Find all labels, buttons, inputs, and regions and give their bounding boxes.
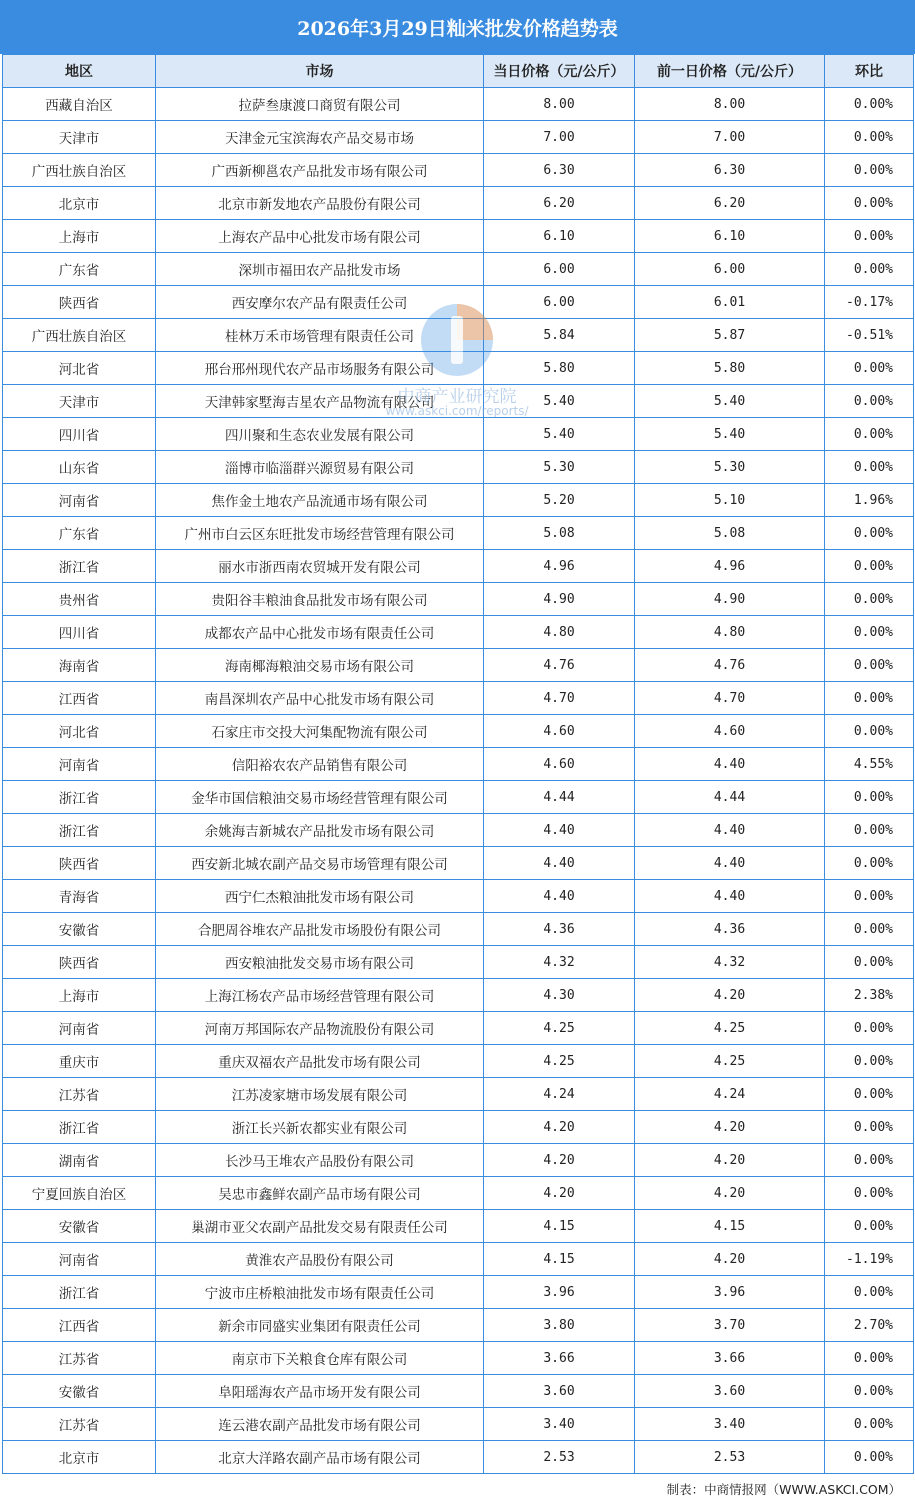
- today-price-cell: 4.20: [484, 1144, 635, 1177]
- column-header-change: 环比: [825, 55, 914, 88]
- market-cell: 西安粮油批发交易市场有限公司: [156, 946, 484, 979]
- prev-price-cell: 5.40: [635, 418, 825, 451]
- change-cell: 4.55%: [825, 748, 914, 781]
- table-row: [3, 880, 914, 913]
- today-price-cell: 4.76: [484, 649, 635, 682]
- today-price-cell: 6.10: [484, 220, 635, 253]
- table-row: [3, 385, 914, 418]
- market-cell: 宁波市庄桥粮油批发市场有限责任公司: [156, 1276, 484, 1309]
- region-cell: 湖南省: [3, 1144, 156, 1177]
- region-cell: 河北省: [3, 352, 156, 385]
- prev-price-cell: 4.40: [635, 748, 825, 781]
- table-row: [3, 616, 914, 649]
- market-cell: 南昌深圳农产品中心批发市场有限公司: [156, 682, 484, 715]
- prev-price-cell: 4.40: [635, 880, 825, 913]
- change-cell: 0.00%: [825, 781, 914, 814]
- change-cell: 0.00%: [825, 682, 914, 715]
- today-price-cell: 4.24: [484, 1078, 635, 1111]
- price-table: [2, 54, 914, 1474]
- market-cell: 西宁仁杰粮油批发市场有限公司: [156, 880, 484, 913]
- page-title: 2026年3月29日籼米批发价格趋势表: [0, 0, 915, 54]
- market-cell: 桂林万禾市场管理有限责任公司: [156, 319, 484, 352]
- change-cell: 0.00%: [825, 649, 914, 682]
- change-cell: 0.00%: [825, 847, 914, 880]
- table-row: [3, 913, 914, 946]
- table-row: [3, 451, 914, 484]
- region-cell: 海南省: [3, 649, 156, 682]
- region-cell: 天津市: [3, 121, 156, 154]
- change-cell: 0.00%: [825, 352, 914, 385]
- today-price-cell: 5.30: [484, 451, 635, 484]
- market-cell: 石家庄市交投大河集配物流有限公司: [156, 715, 484, 748]
- change-cell: 0.00%: [825, 385, 914, 418]
- today-price-cell: 6.20: [484, 187, 635, 220]
- region-cell: 浙江省: [3, 814, 156, 847]
- today-price-cell: 8.00: [484, 88, 635, 121]
- table-row: [3, 1441, 914, 1474]
- table-row: [3, 418, 914, 451]
- table-row: [3, 649, 914, 682]
- prev-price-cell: 5.08: [635, 517, 825, 550]
- change-cell: 0.00%: [825, 154, 914, 187]
- region-cell: 安徽省: [3, 1375, 156, 1408]
- today-price-cell: 6.30: [484, 154, 635, 187]
- change-cell: 0.00%: [825, 1408, 914, 1441]
- prev-price-cell: 4.25: [635, 1012, 825, 1045]
- region-cell: 广东省: [3, 253, 156, 286]
- market-cell: 合肥周谷堆农产品批发市场股份有限公司: [156, 913, 484, 946]
- table-row: [3, 1408, 914, 1441]
- market-cell: 广州市白云区东旺批发市场经营管理有限公司: [156, 517, 484, 550]
- change-cell: 0.00%: [825, 814, 914, 847]
- table-row: [3, 517, 914, 550]
- column-header-prev-price: 前一日价格（元/公斤）: [635, 55, 825, 88]
- prev-price-cell: 3.66: [635, 1342, 825, 1375]
- prev-price-cell: 3.40: [635, 1408, 825, 1441]
- column-header-today-price: 当日价格（元/公斤）: [484, 55, 635, 88]
- today-price-cell: 2.53: [484, 1441, 635, 1474]
- table-row: [3, 1210, 914, 1243]
- today-price-cell: 4.30: [484, 979, 635, 1012]
- today-price-cell: 4.40: [484, 847, 635, 880]
- column-header-market: 市场: [156, 55, 484, 88]
- table-row: [3, 715, 914, 748]
- table-row: [3, 1243, 914, 1276]
- today-price-cell: 4.60: [484, 715, 635, 748]
- table-row: [3, 814, 914, 847]
- prev-price-cell: 4.96: [635, 550, 825, 583]
- table-row: [3, 1144, 914, 1177]
- today-price-cell: 6.00: [484, 253, 635, 286]
- region-cell: 陕西省: [3, 847, 156, 880]
- table-row: [3, 682, 914, 715]
- market-cell: 吴忠市鑫鲜农副产品市场有限公司: [156, 1177, 484, 1210]
- today-price-cell: 5.80: [484, 352, 635, 385]
- table-row: [3, 253, 914, 286]
- region-cell: 河南省: [3, 1012, 156, 1045]
- table-row: [3, 550, 914, 583]
- prev-price-cell: 6.30: [635, 154, 825, 187]
- region-cell: 西藏自治区: [3, 88, 156, 121]
- region-cell: 北京市: [3, 187, 156, 220]
- market-cell: 天津韩家墅海吉星农产品物流有限公司: [156, 385, 484, 418]
- table-row: [3, 154, 914, 187]
- today-price-cell: 4.70: [484, 682, 635, 715]
- table-row: [3, 1342, 914, 1375]
- region-cell: 河南省: [3, 1243, 156, 1276]
- market-cell: 上海农产品中心批发市场有限公司: [156, 220, 484, 253]
- today-price-cell: 3.96: [484, 1276, 635, 1309]
- market-cell: 余姚海吉新城农产品批发市场有限公司: [156, 814, 484, 847]
- region-cell: 广东省: [3, 517, 156, 550]
- table-row: [3, 1309, 914, 1342]
- market-cell: 邢台邢州现代农产品市场服务有限公司: [156, 352, 484, 385]
- prev-price-cell: 5.30: [635, 451, 825, 484]
- today-price-cell: 4.40: [484, 880, 635, 913]
- prev-price-cell: 4.25: [635, 1045, 825, 1078]
- change-cell: 0.00%: [825, 253, 914, 286]
- market-cell: 江苏凌家塘市场发展有限公司: [156, 1078, 484, 1111]
- prev-price-cell: 6.00: [635, 253, 825, 286]
- table-row: [3, 187, 914, 220]
- region-cell: 广西壮族自治区: [3, 154, 156, 187]
- column-header-region: 地区: [3, 55, 156, 88]
- table-row: [3, 1111, 914, 1144]
- market-cell: 焦作金土地农产品流通市场有限公司: [156, 484, 484, 517]
- market-cell: 淄博市临淄群兴源贸易有限公司: [156, 451, 484, 484]
- prev-price-cell: 4.80: [635, 616, 825, 649]
- table-row: [3, 583, 914, 616]
- table-body: [3, 88, 914, 1474]
- market-cell: 连云港农副产品批发市场有限公司: [156, 1408, 484, 1441]
- footer-source: 制表：中商情报网（WWW.ASKCI.COM）: [666, 1482, 901, 1497]
- market-cell: 成都农产品中心批发市场有限责任公司: [156, 616, 484, 649]
- region-cell: 四川省: [3, 418, 156, 451]
- today-price-cell: 4.15: [484, 1210, 635, 1243]
- prev-price-cell: 4.20: [635, 1111, 825, 1144]
- table-row: [3, 979, 914, 1012]
- region-cell: 宁夏回族自治区: [3, 1177, 156, 1210]
- change-cell: 0.00%: [825, 451, 914, 484]
- change-cell: 2.70%: [825, 1309, 914, 1342]
- prev-price-cell: 3.60: [635, 1375, 825, 1408]
- today-price-cell: 3.66: [484, 1342, 635, 1375]
- region-cell: 浙江省: [3, 550, 156, 583]
- region-cell: 北京市: [3, 1441, 156, 1474]
- change-cell: 0.00%: [825, 946, 914, 979]
- prev-price-cell: 7.00: [635, 121, 825, 154]
- table-row: [3, 88, 914, 121]
- prev-price-cell: 5.87: [635, 319, 825, 352]
- prev-price-cell: 8.00: [635, 88, 825, 121]
- region-cell: 江苏省: [3, 1408, 156, 1441]
- change-cell: 0.00%: [825, 517, 914, 550]
- prev-price-cell: 4.44: [635, 781, 825, 814]
- market-cell: 北京大洋路农副产品市场有限公司: [156, 1441, 484, 1474]
- prev-price-cell: 4.24: [635, 1078, 825, 1111]
- table-row: [3, 1177, 914, 1210]
- change-cell: 0.00%: [825, 88, 914, 121]
- market-cell: 拉萨叁康渡口商贸有限公司: [156, 88, 484, 121]
- market-cell: 深圳市福田农产品批发市场: [156, 253, 484, 286]
- change-cell: 0.00%: [825, 220, 914, 253]
- today-price-cell: 4.32: [484, 946, 635, 979]
- region-cell: 江苏省: [3, 1342, 156, 1375]
- today-price-cell: 3.60: [484, 1375, 635, 1408]
- prev-price-cell: 4.76: [635, 649, 825, 682]
- table-row: [3, 220, 914, 253]
- region-cell: 浙江省: [3, 1111, 156, 1144]
- today-price-cell: 3.40: [484, 1408, 635, 1441]
- market-cell: 上海江杨农产品市场经营管理有限公司: [156, 979, 484, 1012]
- prev-price-cell: 4.60: [635, 715, 825, 748]
- region-cell: 河南省: [3, 484, 156, 517]
- market-cell: 新余市同盛实业集团有限责任公司: [156, 1309, 484, 1342]
- change-cell: -1.19%: [825, 1243, 914, 1276]
- table-header-row: [3, 55, 914, 88]
- market-cell: 海南椰海粮油交易市场有限公司: [156, 649, 484, 682]
- prev-price-cell: 4.40: [635, 847, 825, 880]
- region-cell: 天津市: [3, 385, 156, 418]
- prev-price-cell: 3.70: [635, 1309, 825, 1342]
- region-cell: 浙江省: [3, 1276, 156, 1309]
- table-row: [3, 847, 914, 880]
- prev-price-cell: 2.53: [635, 1441, 825, 1474]
- prev-price-cell: 4.20: [635, 1144, 825, 1177]
- table-row: [3, 1045, 914, 1078]
- region-cell: 安徽省: [3, 913, 156, 946]
- prev-price-cell: 4.40: [635, 814, 825, 847]
- market-cell: 重庆双福农产品批发市场有限公司: [156, 1045, 484, 1078]
- table-row: [3, 121, 914, 154]
- change-cell: 0.00%: [825, 1342, 914, 1375]
- change-cell: 0.00%: [825, 1012, 914, 1045]
- change-cell: 0.00%: [825, 1144, 914, 1177]
- watermark-url: www.askci.com/reports/: [385, 404, 529, 418]
- table-row: [3, 286, 914, 319]
- today-price-cell: 4.60: [484, 748, 635, 781]
- change-cell: -0.51%: [825, 319, 914, 352]
- table-row: [3, 484, 914, 517]
- region-cell: 江西省: [3, 1309, 156, 1342]
- market-cell: 广西新柳邕农产品批发市场有限公司: [156, 154, 484, 187]
- prev-price-cell: 6.10: [635, 220, 825, 253]
- region-cell: 陕西省: [3, 286, 156, 319]
- change-cell: 2.38%: [825, 979, 914, 1012]
- table-row: [3, 1375, 914, 1408]
- change-cell: 0.00%: [825, 1441, 914, 1474]
- today-price-cell: 4.36: [484, 913, 635, 946]
- table-row: [3, 319, 914, 352]
- table-row: [3, 781, 914, 814]
- change-cell: 0.00%: [825, 583, 914, 616]
- prev-price-cell: 3.96: [635, 1276, 825, 1309]
- today-price-cell: 4.80: [484, 616, 635, 649]
- market-cell: 四川聚和生态农业发展有限公司: [156, 418, 484, 451]
- change-cell: 0.00%: [825, 913, 914, 946]
- today-price-cell: 5.40: [484, 385, 635, 418]
- region-cell: 广西壮族自治区: [3, 319, 156, 352]
- change-cell: 0.00%: [825, 616, 914, 649]
- today-price-cell: 4.90: [484, 583, 635, 616]
- table-row: [3, 1012, 914, 1045]
- market-cell: 长沙马王堆农产品股份有限公司: [156, 1144, 484, 1177]
- region-cell: 青海省: [3, 880, 156, 913]
- market-cell: 金华市国信粮油交易市场经营管理有限公司: [156, 781, 484, 814]
- change-cell: 0.00%: [825, 1078, 914, 1111]
- prev-price-cell: 4.20: [635, 979, 825, 1012]
- change-cell: 0.00%: [825, 418, 914, 451]
- table-row: [3, 1078, 914, 1111]
- change-cell: 0.00%: [825, 1045, 914, 1078]
- region-cell: 安徽省: [3, 1210, 156, 1243]
- prev-price-cell: 6.20: [635, 187, 825, 220]
- prev-price-cell: 4.90: [635, 583, 825, 616]
- prev-price-cell: 4.20: [635, 1243, 825, 1276]
- change-cell: 0.00%: [825, 187, 914, 220]
- region-cell: 上海市: [3, 979, 156, 1012]
- change-cell: 0.00%: [825, 1210, 914, 1243]
- today-price-cell: 5.40: [484, 418, 635, 451]
- today-price-cell: 4.96: [484, 550, 635, 583]
- today-price-cell: 4.25: [484, 1012, 635, 1045]
- region-cell: 河南省: [3, 748, 156, 781]
- change-cell: 1.96%: [825, 484, 914, 517]
- prev-price-cell: 5.10: [635, 484, 825, 517]
- market-cell: 黄淮农产品股份有限公司: [156, 1243, 484, 1276]
- market-cell: 贵阳谷丰粮油食品批发市场有限公司: [156, 583, 484, 616]
- market-cell: 西安摩尔农产品有限责任公司: [156, 286, 484, 319]
- region-cell: 上海市: [3, 220, 156, 253]
- today-price-cell: 5.08: [484, 517, 635, 550]
- prev-price-cell: 4.20: [635, 1177, 825, 1210]
- prev-price-cell: 5.40: [635, 385, 825, 418]
- region-cell: 江苏省: [3, 1078, 156, 1111]
- market-cell: 巢湖市亚父农副产品批发交易有限责任公司: [156, 1210, 484, 1243]
- prev-price-cell: 4.32: [635, 946, 825, 979]
- market-cell: 河南万邦国际农产品物流股份有限公司: [156, 1012, 484, 1045]
- region-cell: 江西省: [3, 682, 156, 715]
- change-cell: 0.00%: [825, 1375, 914, 1408]
- today-price-cell: 6.00: [484, 286, 635, 319]
- change-cell: 0.00%: [825, 715, 914, 748]
- today-price-cell: 4.15: [484, 1243, 635, 1276]
- table-row: [3, 748, 914, 781]
- table-row: [3, 352, 914, 385]
- market-cell: 阜阳瑶海农产品市场开发有限公司: [156, 1375, 484, 1408]
- market-cell: 北京市新发地农产品股份有限公司: [156, 187, 484, 220]
- prev-price-cell: 4.15: [635, 1210, 825, 1243]
- today-price-cell: 4.25: [484, 1045, 635, 1078]
- prev-price-cell: 4.70: [635, 682, 825, 715]
- today-price-cell: 4.20: [484, 1177, 635, 1210]
- table-row: [3, 946, 914, 979]
- region-cell: 贵州省: [3, 583, 156, 616]
- change-cell: 0.00%: [825, 550, 914, 583]
- prev-price-cell: 4.36: [635, 913, 825, 946]
- market-cell: 天津金元宝滨海农产品交易市场: [156, 121, 484, 154]
- market-cell: 信阳裕农农产品销售有限公司: [156, 748, 484, 781]
- region-cell: 浙江省: [3, 781, 156, 814]
- watermark-name: 中商产业研究院: [397, 387, 517, 407]
- market-cell: 西安新北城农副产品交易市场管理有限公司: [156, 847, 484, 880]
- today-price-cell: 4.40: [484, 814, 635, 847]
- market-cell: 浙江长兴新农都实业有限公司: [156, 1111, 484, 1144]
- region-cell: 陕西省: [3, 946, 156, 979]
- region-cell: 山东省: [3, 451, 156, 484]
- market-cell: 丽水市浙西南农贸城开发有限公司: [156, 550, 484, 583]
- region-cell: 四川省: [3, 616, 156, 649]
- change-cell: 0.00%: [825, 121, 914, 154]
- change-cell: -0.17%: [825, 286, 914, 319]
- change-cell: 0.00%: [825, 1276, 914, 1309]
- change-cell: 0.00%: [825, 1177, 914, 1210]
- prev-price-cell: 6.01: [635, 286, 825, 319]
- change-cell: 0.00%: [825, 880, 914, 913]
- change-cell: 0.00%: [825, 1111, 914, 1144]
- today-price-cell: 3.80: [484, 1309, 635, 1342]
- prev-price-cell: 5.80: [635, 352, 825, 385]
- market-cell: 南京市下关粮食仓库有限公司: [156, 1342, 484, 1375]
- today-price-cell: 5.20: [484, 484, 635, 517]
- today-price-cell: 5.84: [484, 319, 635, 352]
- table-row: [3, 1276, 914, 1309]
- region-cell: 重庆市: [3, 1045, 156, 1078]
- today-price-cell: 4.44: [484, 781, 635, 814]
- today-price-cell: 4.20: [484, 1111, 635, 1144]
- region-cell: 河北省: [3, 715, 156, 748]
- today-price-cell: 7.00: [484, 121, 635, 154]
